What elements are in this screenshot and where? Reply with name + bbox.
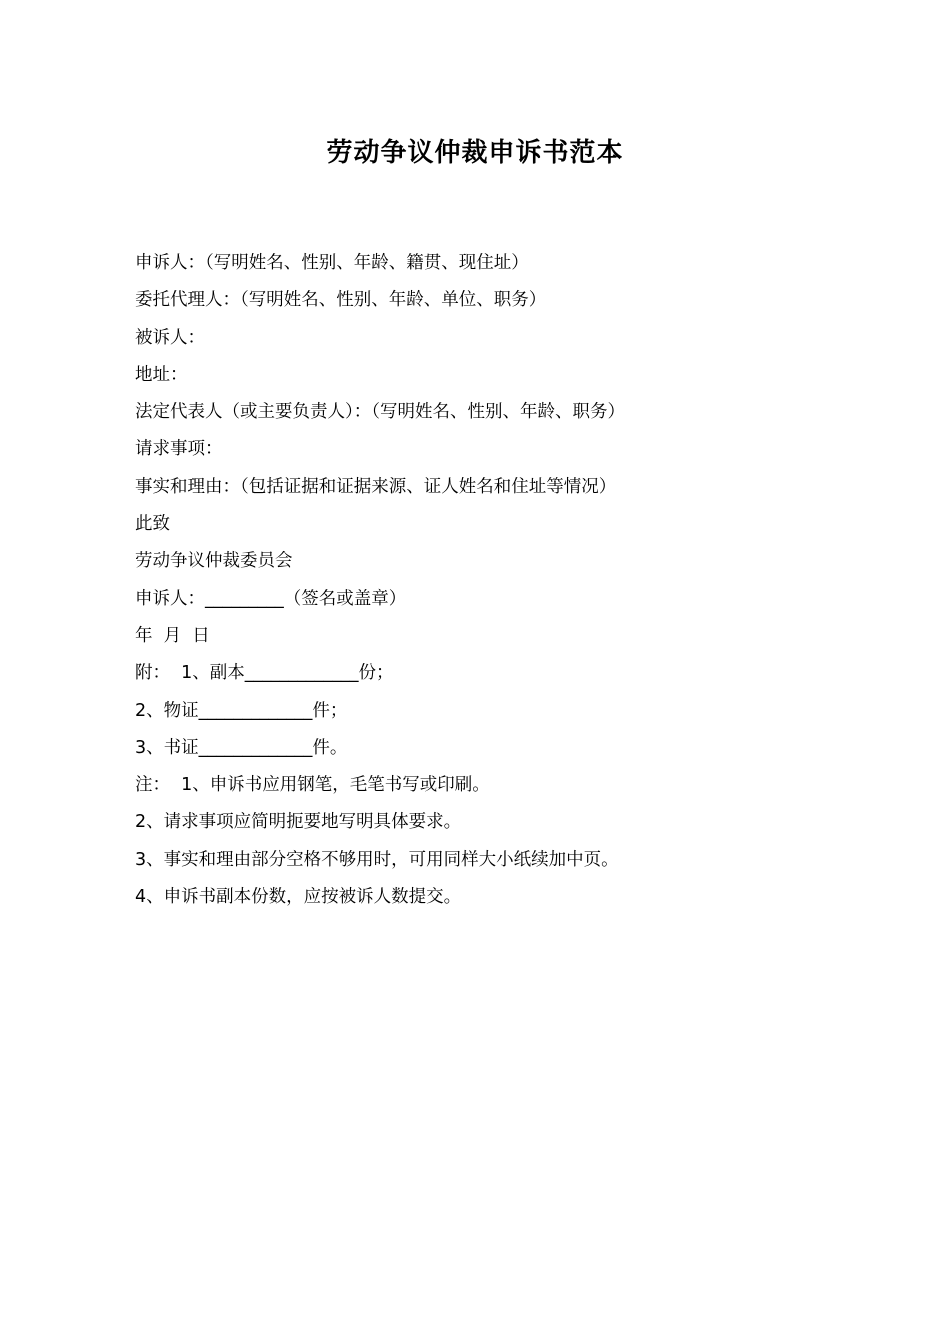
note-line-3: 3、事实和理由部分空格不够用时，可用同样大小纸续加中页。 (135, 849, 619, 870)
note-line-4: 4、申诉书副本份数，应按被诉人数提交。 (135, 887, 462, 908)
document-title: 劳动争议仲裁申诉书范本 (326, 138, 624, 168)
date-line: 年 月 日 (135, 625, 210, 646)
note-line-2: 2、请求事项应简明扼要地写明具体要求。 (135, 812, 462, 833)
applicant-line: 申诉人：（写明姓名、性别、年龄、籍贯、现住址） (135, 253, 529, 273)
recipient-line: 劳动争议仲裁委员会 (135, 551, 293, 572)
facts-reasons-line: 事实和理由：（包括证据和证据来源、证人姓名和住址等情况） (135, 476, 617, 497)
claims-line: 请求事项： (135, 439, 223, 460)
attachment-documentary-evidence-line: 3、书证_____________件。 (135, 737, 348, 758)
note-line-1: 注： 1、申诉书应用钢笔，毛笔书写或印刷。 (135, 775, 490, 796)
attachment-copies-line: 附： 1、副本_____________份； (135, 663, 394, 684)
address-line: 地址： (135, 364, 188, 385)
signature-line: 申诉人：_________（签名或盖章） (135, 588, 407, 609)
salutation-line: 此致 (135, 514, 170, 535)
attachment-physical-evidence-line: 2、物证_____________件； (135, 700, 348, 721)
respondent-line: 被诉人： (135, 327, 205, 348)
agent-line: 委托代理人：（写明姓名、性别、年龄、单位、职务） (135, 290, 547, 311)
document-body (135, 245, 855, 916)
legal-representative-line: 法定代表人（或主要负责人）：（写明姓名、性别、年龄、职务） (135, 402, 625, 423)
